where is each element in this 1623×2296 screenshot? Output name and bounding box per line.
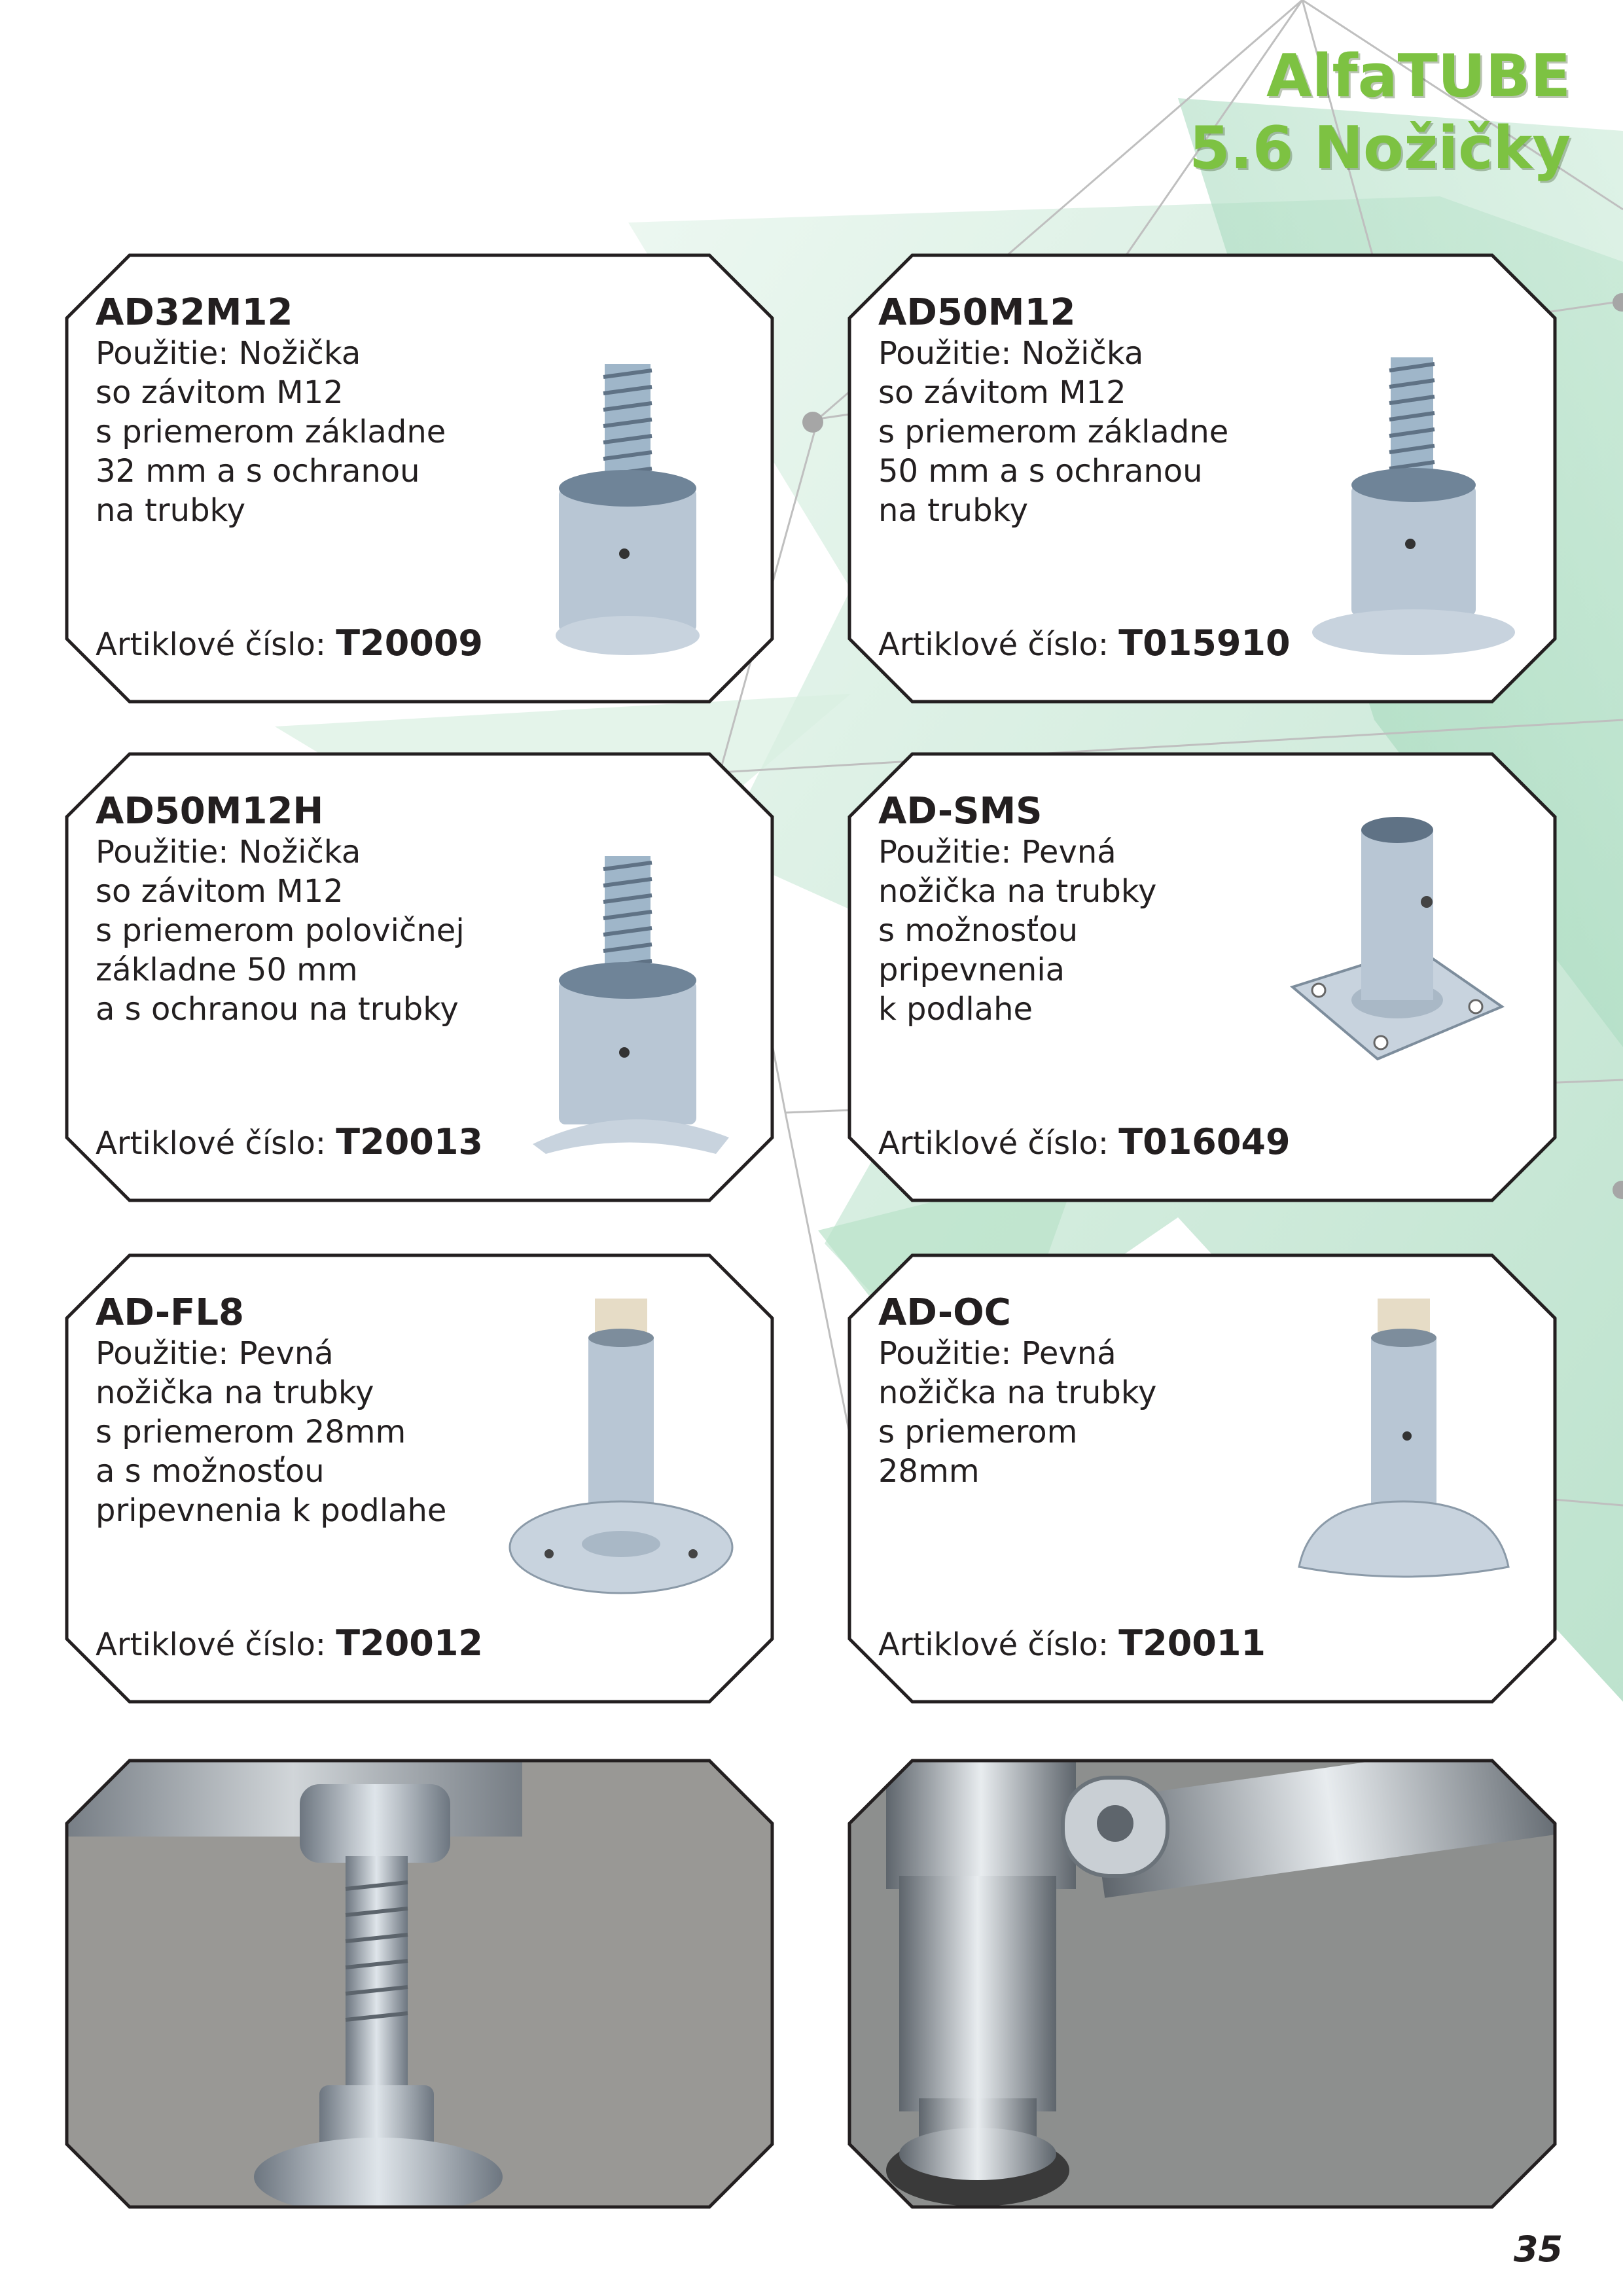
article-label: Artiklové číslo:: [878, 1125, 1109, 1162]
article-value: T20009: [336, 622, 483, 664]
article-value: T20013: [336, 1121, 483, 1162]
threaded-foot-icon: [520, 791, 736, 1157]
product-card: [847, 253, 1558, 704]
brand-title: AlfaTUBE: [1266, 42, 1571, 111]
product-description: Použitie: Nožička so závitom M12 s priemerom základne 32 mm a s ochranou na trubky: [96, 335, 446, 529]
product-description: Použitie: Nožička so závitom M12 s priemerom základne 50 mm a s ochranou na trubky: [878, 335, 1229, 529]
product-code: AD-FL8: [96, 1291, 245, 1334]
page-number: 35: [1513, 2229, 1563, 2270]
article-label: Artiklové číslo:: [96, 1125, 327, 1162]
product-description: Použitie: Pevná nožička na trubky s priemerom 28mm a s možnosťou pripevnenia k podlahe: [96, 1335, 447, 1529]
product-card: [64, 253, 775, 704]
leveling-foot-photo: [64, 1758, 775, 2210]
article-number: [878, 1623, 1266, 1664]
dome-foot-icon: [1283, 1292, 1518, 1659]
article-number: [96, 622, 483, 664]
article-label: Artiklové číslo:: [96, 1626, 327, 1663]
product-card: [64, 1253, 775, 1704]
product-card: [64, 751, 775, 1203]
article-value: T016049: [1118, 1121, 1291, 1162]
threaded-foot-icon: [1302, 292, 1518, 658]
product-description: Použitie: Nožička so závitom M12 s priemerom polovičnej základne 50 mm a s ochranou na trubky: [96, 834, 465, 1028]
article-value: T20011: [1118, 1623, 1266, 1664]
round-flange-foot-icon: [500, 1292, 736, 1659]
article-number: [878, 1121, 1291, 1162]
square-plate-foot-icon: [1257, 791, 1531, 1157]
fixed-foot-photo: [847, 1758, 1558, 2210]
page-header: [1189, 41, 1571, 185]
product-code: AD50M12H: [96, 790, 324, 833]
article-number: [878, 622, 1291, 664]
product-card: [847, 751, 1558, 1203]
product-code: AD-SMS: [878, 790, 1043, 833]
article-number: [96, 1121, 483, 1162]
product-code: AD32M12: [96, 291, 293, 334]
threaded-foot-icon: [520, 292, 736, 658]
product-description: Použitie: Pevná nožička na trubky s priemerom 28mm: [878, 1335, 1157, 1490]
article-label: Artiklové číslo:: [96, 626, 327, 663]
section-title: 5.6 Nožičky: [1188, 114, 1571, 183]
product-card: [847, 1253, 1558, 1704]
article-label: Artiklové číslo:: [878, 1626, 1109, 1663]
product-code: AD-OC: [878, 1291, 1011, 1334]
article-number: [96, 1623, 483, 1664]
product-description: Použitie: Pevná nožička na trubky s možnosťou pripevnenia k podlahe: [878, 834, 1157, 1028]
article-value: T20012: [336, 1623, 483, 1664]
article-label: Artiklové číslo:: [878, 626, 1109, 663]
article-value: T015910: [1118, 622, 1291, 664]
product-code: AD50M12: [878, 291, 1076, 334]
